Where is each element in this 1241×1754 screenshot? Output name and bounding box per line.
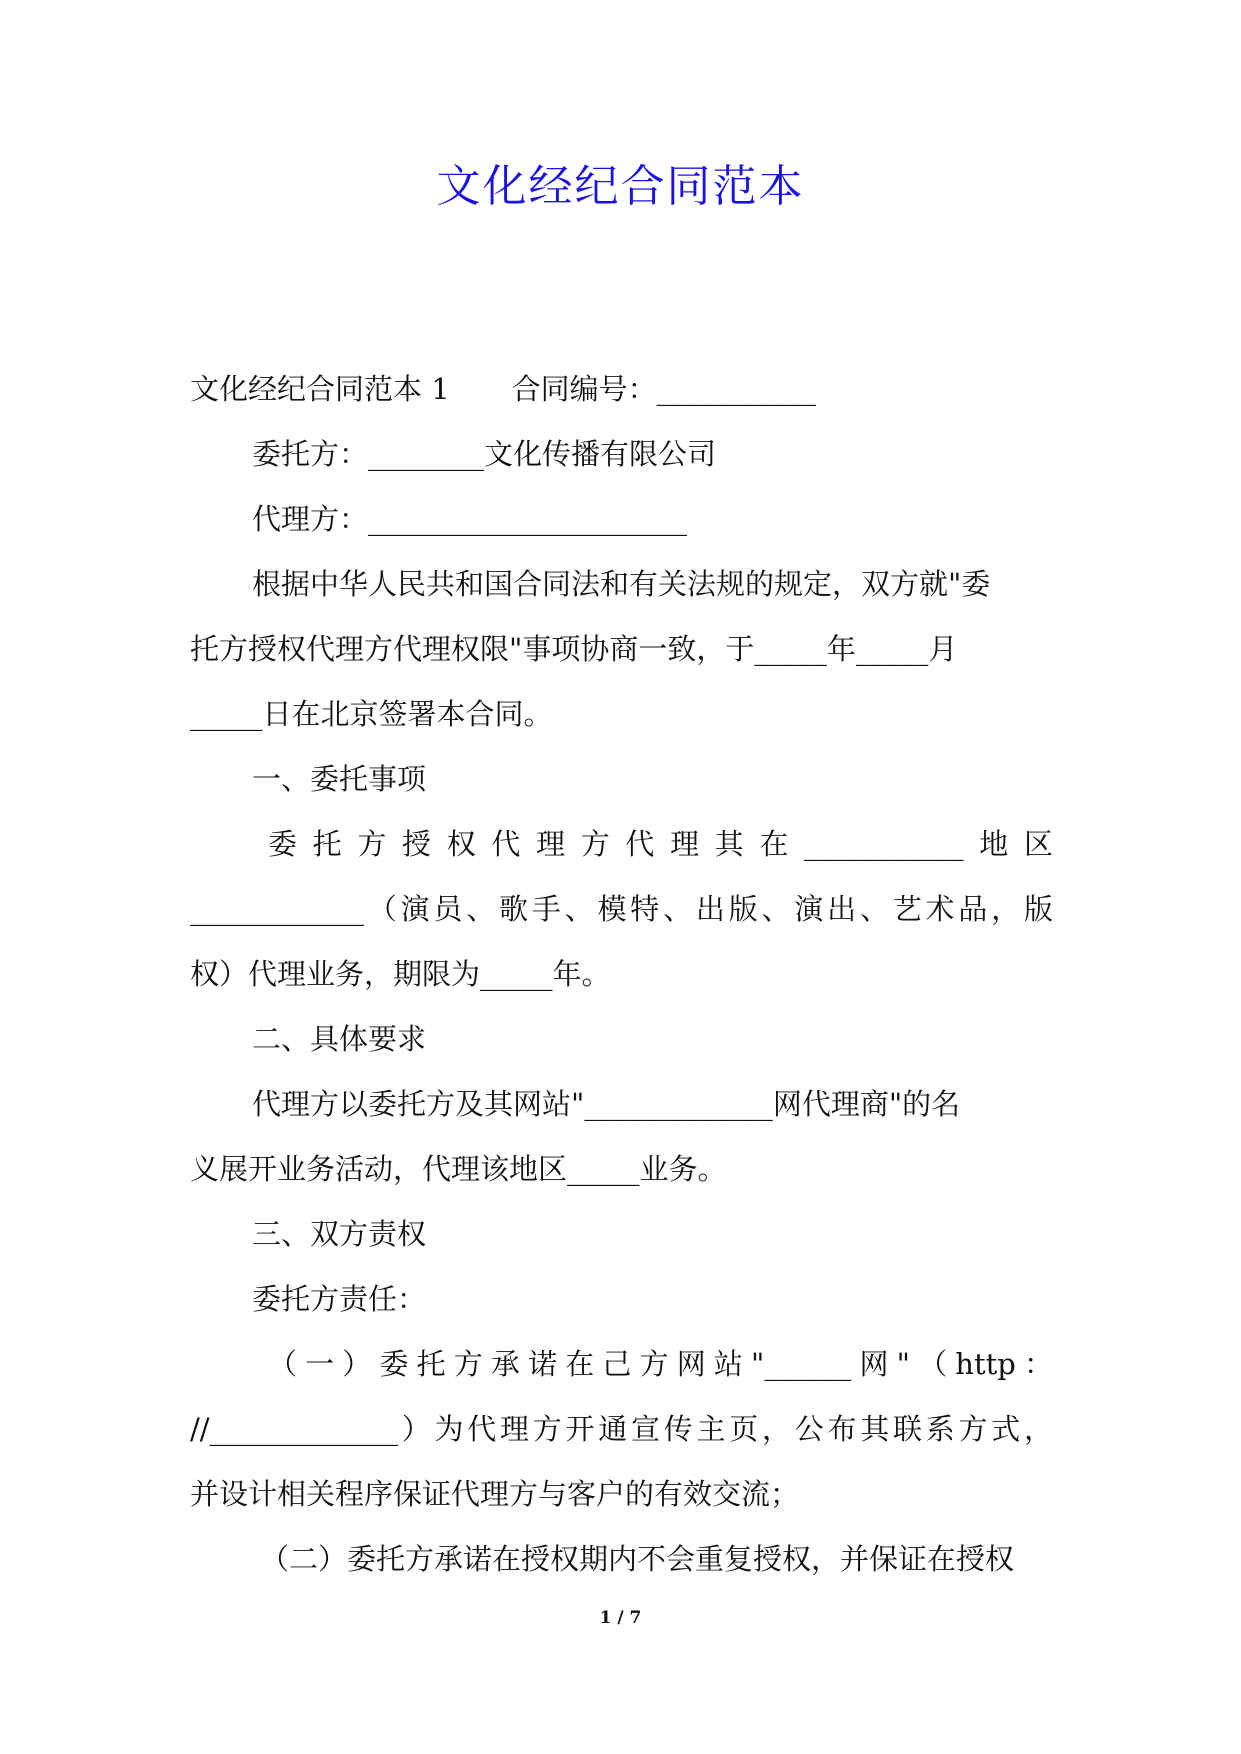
contract-heading: 文化经纪合同范本 1 [190, 372, 450, 406]
paragraph-line: 代理方以委托方及其网站"_____________网代理商"的名 [252, 1087, 961, 1121]
paragraph-line: 委托方授权代理方代理其在___________地区 [268, 827, 1053, 861]
paragraph-line: 权）代理业务，期限为_____年。 [190, 957, 611, 991]
principal-party: 委托方：________文化传播有限公司 [252, 437, 717, 471]
document-title: 文化经纪合同范本 [436, 161, 805, 212]
contract-number: 合同编号：___________ [511, 372, 817, 406]
paragraph-line: //_____________）为代理方开通宣传主页，公布其联系方式， [190, 1412, 1053, 1446]
paragraph-line: 托方授权代理方代理权限"事项协商一致，于_____年_____月 [190, 632, 958, 666]
paragraph-line: 义展开业务活动，代理该地区_____业务。 [190, 1152, 727, 1186]
agent-party: 代理方：______________________ [252, 502, 688, 536]
paragraph-line: 根据中华人民共和国合同法和有关法规的规定，双方就"委 [252, 567, 991, 601]
paragraph-line: _____日在北京签署本合同。 [190, 697, 553, 731]
paragraph-line: 并设计相关程序保证代理方与客户的有效交流； [190, 1477, 800, 1511]
section-heading: 三、双方责权 [252, 1217, 427, 1251]
paragraph-line: （二）委托方承诺在授权期内不会重复授权，并保证在授权 [260, 1542, 1015, 1576]
subsection-heading: 委托方责任： [252, 1282, 427, 1316]
section-heading: 二、具体要求 [252, 1022, 427, 1056]
paragraph-line: （一）委托方承诺在己方网站"______网"（http： [268, 1347, 1053, 1381]
paragraph-line: ____________（演员、歌手、模特、出版、演出、艺术品，版 [190, 892, 1053, 926]
section-heading: 一、委托事项 [252, 762, 427, 796]
page-indicator: 1 / 7 [599, 1608, 642, 1628]
contract-header-line [190, 357, 1053, 422]
document-body [190, 357, 1053, 1592]
